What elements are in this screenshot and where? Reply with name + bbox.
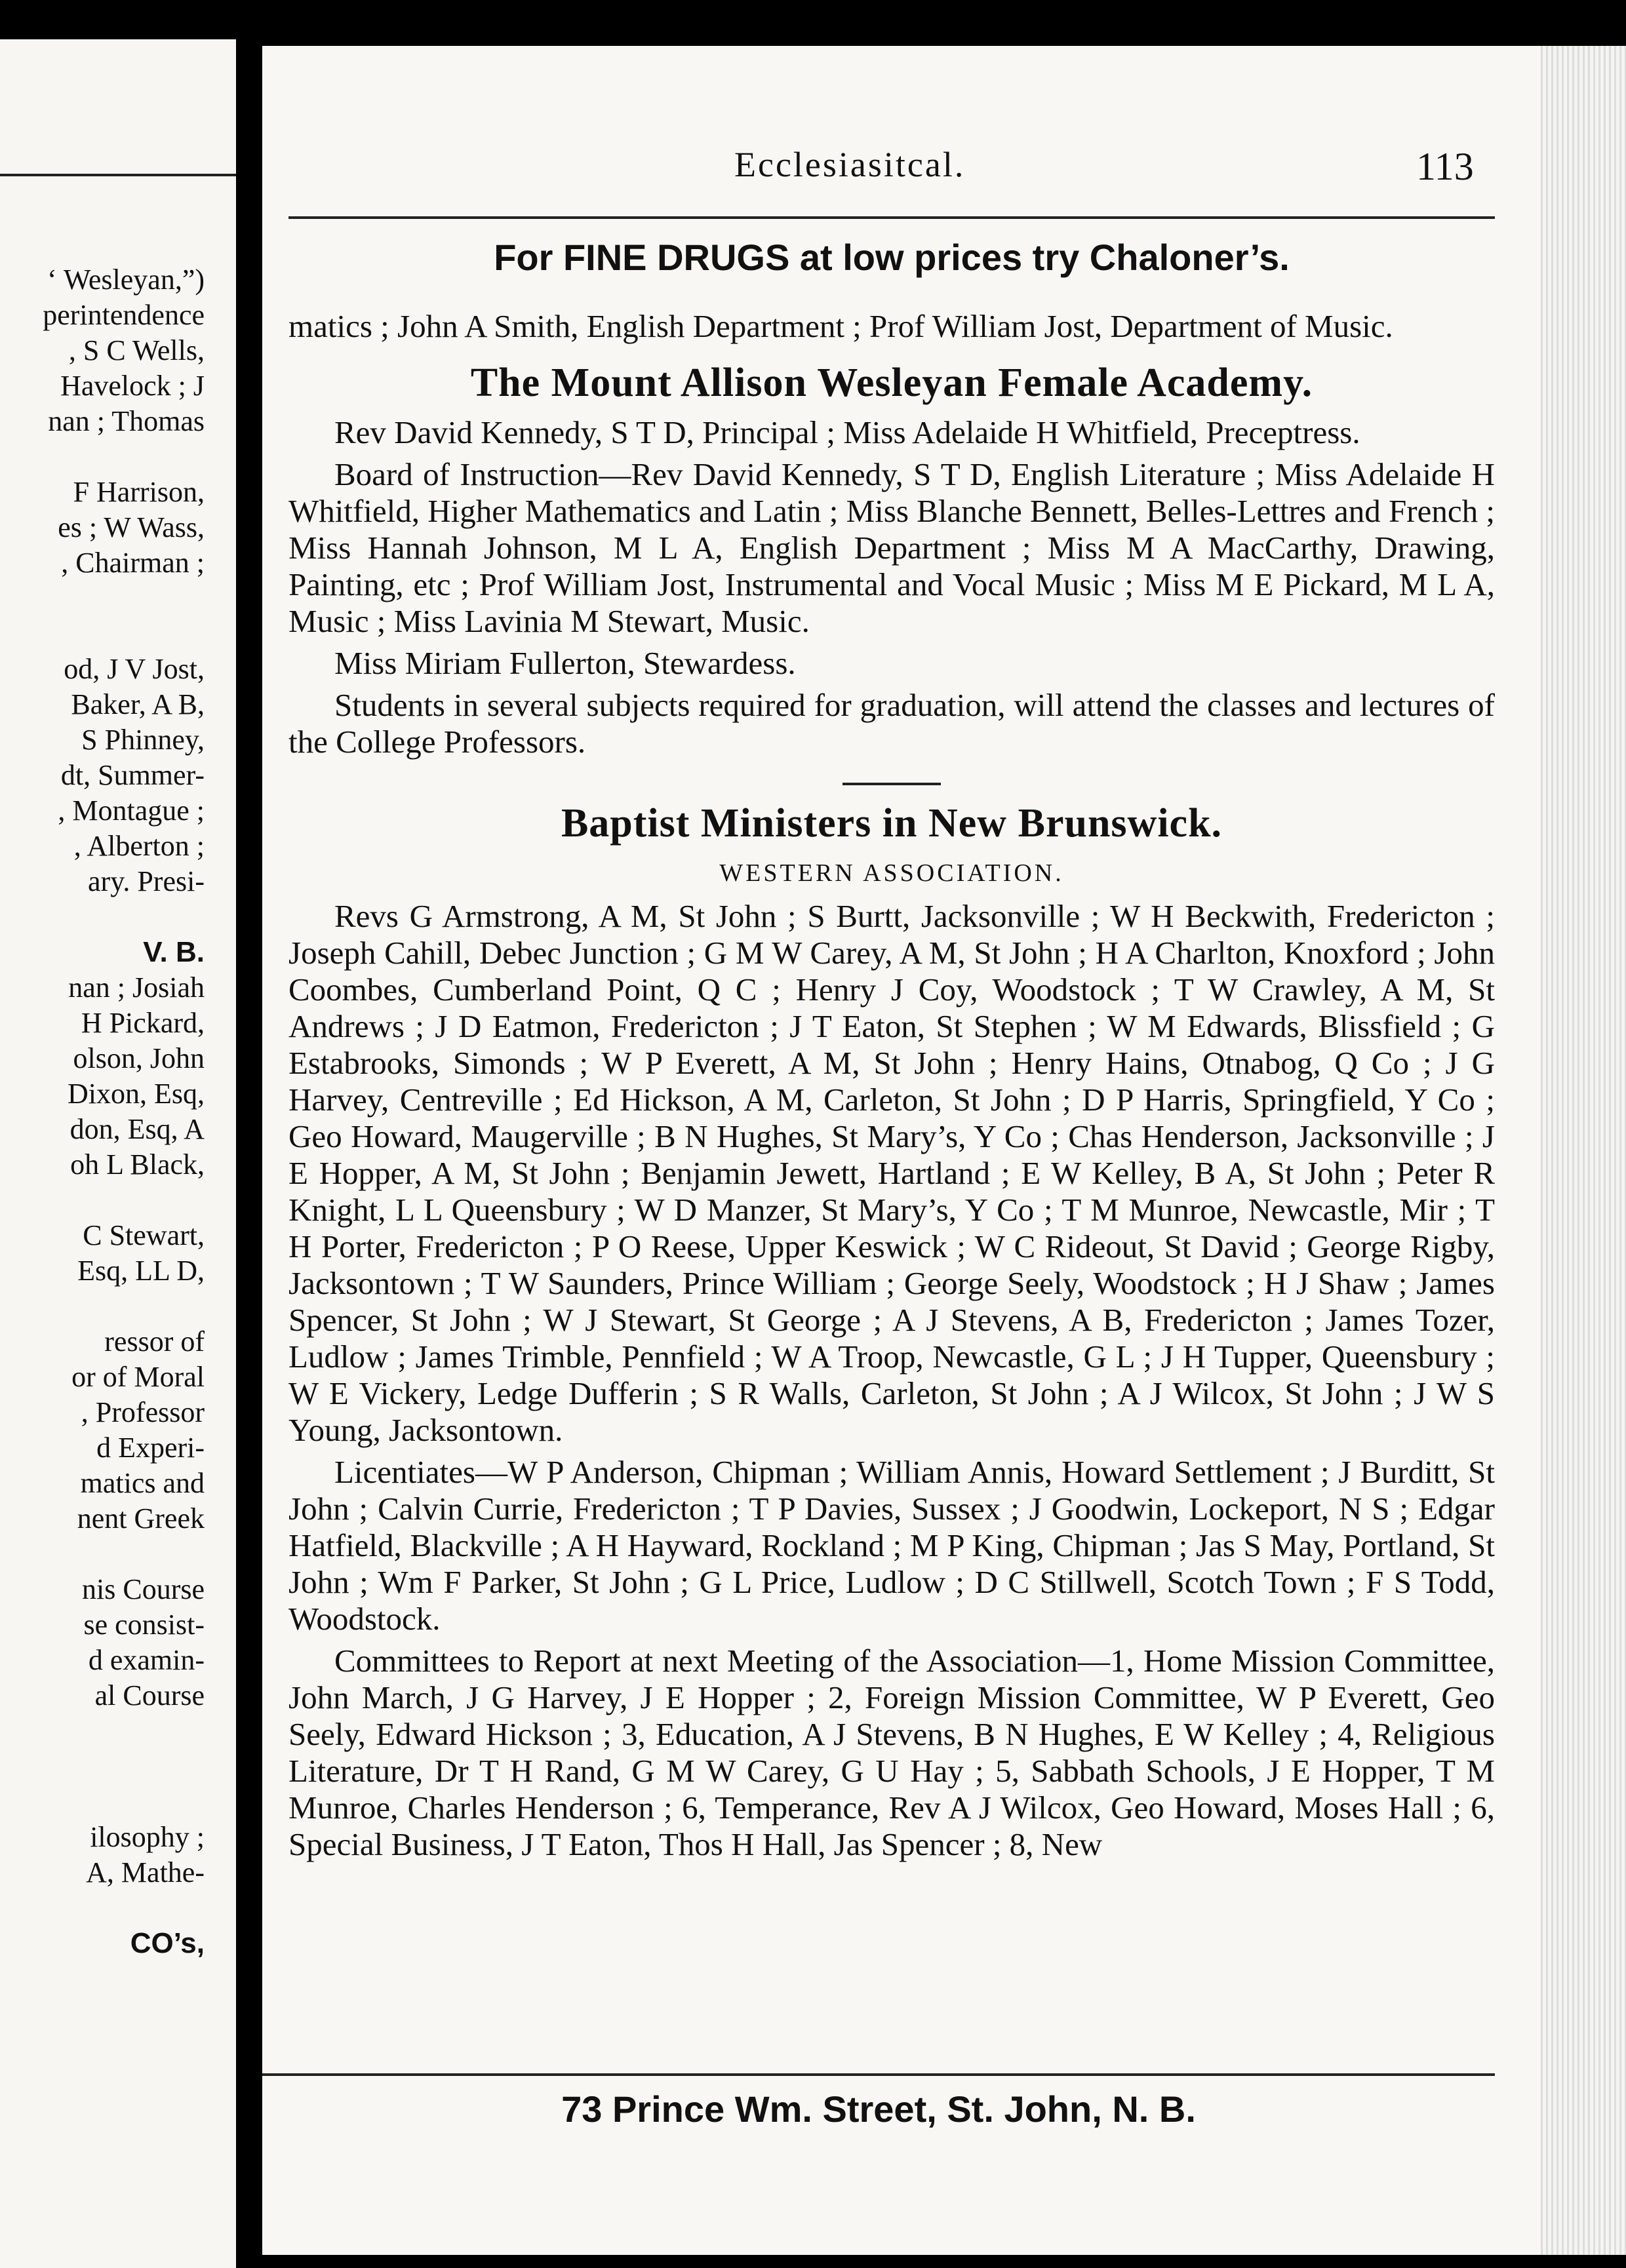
paragraph-principal: Rev David Kennedy, S T D, Principal ; Miss Adelaide H Whitfield, Preceptress. bbox=[334, 414, 1360, 450]
left-page-line: C Stewart, bbox=[83, 1219, 205, 1251]
left-page-line: d Experi- bbox=[96, 1432, 205, 1464]
paragraph-committees: Committees to Report at next Meeting of the Association—1, Home Mission Committee, John March, J G Harvey, J E Hopper ; 2, Foreign Mission Committee, W P Everett, Geo Seely, Edward Hickson ; 3, Education, A J Stevens, B N Hughes, E W Kelley ; 4, Religious Literature, Dr T H Rand, G M W Carey, G U Hay ; 5, Sabbath Schools, J E Hopper, T M Munroe, Charles Henderson ; 6, Temperance, Rev A J Wilcox, Geo Howard, Moses Hall ; 6, Special Business, J T Eaton, Thos H Hall, Jas Spencer ; 8, New bbox=[288, 1643, 1495, 1862]
paragraph-board-of-instruction: Board of Instruction—Rev David Kennedy, S T D, English Literature ; Miss Adelaide H Whitfield, Higher Mathematics and Latin ; Miss Blanche Bennett, Belles-Lettres and French ; Miss Hannah Johnson, M L A, English Department ; Miss M A MacCarthy, Drawing, Painting, etc ; Prof William Jost, Instrumental and Vocal Music ; Miss M E Pickard, M L A, Music ; Miss Lavinia M Stewart, Music. bbox=[288, 456, 1495, 639]
left-page-line: ‘ Wesleyan,”) bbox=[47, 264, 205, 296]
header-rule bbox=[288, 216, 1495, 219]
left-page-line: don, Esq, A bbox=[69, 1113, 205, 1145]
left-page-line: ressor of bbox=[104, 1325, 205, 1358]
left-page-line: oh L Black, bbox=[70, 1148, 205, 1181]
left-page-line: Esq, LL D, bbox=[77, 1255, 205, 1287]
paragraph-ministers-list: Revs G Armstrong, A M, St John ; S Burtt, Jacksonville ; W H Beckwith, Fredericton ; Joseph Cahill, Debec Junction ; G M W Carey, A M, St John ; H A Charlton, Knoxford ; John Coombes, Cumberland Point, Q C ; Henry J Coy, Woodstock ; T W Crawley, A M, St Andrews ; J D Eatmon, Fredericton ; J T Eaton, St Stephen ; W M Edwards, Blissfield ; G Estabrooks, Simonds ; W P Everett, A M, St John ; Henry Hains, Otnabog, Q Co ; J G Harvey, Centreville ; Ed Hickson, A M, Carleton, St John ; D P Harris, Springfield, Y Co ; Geo Howard, Maugerville ; B N Hughes, St Mary’s, Y Co ; Chas Henderson, Jacksonville ; J E Hopper, A M, St John ; Benjamin Jewett, Hartland ; E W Kelley, B A, St John ; Peter R Knight, L L Queensbury ; W D Manzer, St Mary’s, Y Co ; T M Munroe, Newcastle, Mir ; T H Porter, Fredericton ; P O Reese, Upper Keswick ; W C Rideout, St David ; George Rigby, Jacksontown ; T W Saunders, Prince William ; George Seely, Woodstock ; H J Shaw ; James Spencer, St John ; W J Stewart, St George ; A J Stevens, A B, Fredericton ; James Tozer, Ludlow ; James Trimble, Pennfield ; W A Troop, Newcastle, G L ; J H Tupper, Queensbury ; W E Vickery, Ledge Dufferin ; S R Walls, Carleton, St John ; A J Wilcox, St John ; J W S Young, Jacksontown. bbox=[288, 898, 1495, 1448]
section-divider bbox=[843, 783, 941, 785]
page-edge bbox=[1541, 46, 1626, 2255]
footer-advertisement: 73 Prince Wm. Street, St. John, N. B. bbox=[561, 2088, 1196, 2130]
paragraph-continued: matics ; John A Smith, English Department ; Prof William Jost, Department of Music. bbox=[288, 308, 1393, 344]
left-page-line: F Harrison, bbox=[73, 476, 205, 508]
subheading-western-association: WESTERN ASSOCIATION. bbox=[719, 859, 1064, 887]
left-page-line: nan ; Thomas bbox=[48, 405, 205, 437]
left-page-line: S Phinney, bbox=[81, 724, 205, 756]
left-page-line: al Course bbox=[94, 1679, 205, 1711]
book-gutter bbox=[236, 39, 262, 2268]
left-page-line: d examin- bbox=[88, 1644, 205, 1676]
left-page-line: nan ; Josiah bbox=[68, 971, 205, 1004]
heading-baptist-ministers: Baptist Ministers in New Brunswick. bbox=[561, 801, 1223, 846]
left-page-line: od, J V Jost, bbox=[64, 653, 205, 685]
left-page-line: olson, John bbox=[73, 1042, 205, 1074]
left-page-line: , Chairman ; bbox=[61, 547, 205, 579]
left-page-line: dt, Summer- bbox=[60, 759, 205, 791]
top-advertisement: For FINE DRUGS at low prices try Chaloner’s. bbox=[494, 237, 1290, 278]
right-page bbox=[262, 46, 1626, 2255]
page-body bbox=[288, 308, 1495, 1868]
left-page-line: , S C Wells, bbox=[68, 334, 205, 366]
left-page-line: , Alberton ; bbox=[73, 830, 205, 862]
paragraph-students: Students in several subjects required for graduation, will attend the classes and lectures of the College Professors. bbox=[288, 687, 1495, 760]
left-page-fragment bbox=[0, 39, 236, 2268]
page-number: 113 bbox=[1416, 145, 1474, 188]
left-page-line: matics and bbox=[80, 1467, 205, 1499]
left-page-line: Baker, A B, bbox=[71, 688, 205, 720]
heading-female-academy: The Mount Allison Wesleyan Female Academy. bbox=[470, 361, 1313, 405]
left-page-line: , Professor bbox=[81, 1396, 205, 1428]
left-page-line: V. B. bbox=[143, 936, 205, 968]
paragraph-licentiates: Licentiates—W P Anderson, Chipman ; William Annis, Howard Settlement ; J Burditt, St John ; Calvin Currie, Fredericton ; T P Davies, Sussex ; J Goodwin, Lockeport, N S ; Edgar Hatfield, Blackville ; A H Hayward, Rockland ; M P King, Chipman ; Jas S May, Portland, St John ; Wm F Parker, St John ; G L Price, Ludlow ; D C Stillwell, Scotch Town ; F S Todd, Woodstock. bbox=[288, 1454, 1495, 1637]
left-page-line: A, Mathe- bbox=[86, 1856, 205, 1888]
left-page-line: or of Moral bbox=[71, 1361, 205, 1393]
left-page-line: nent Greek bbox=[77, 1502, 205, 1535]
left-page-line: es ; W Wass, bbox=[58, 511, 205, 543]
left-page-line: nis Course bbox=[82, 1573, 205, 1605]
left-page-line: ilosophy ; bbox=[90, 1821, 205, 1853]
left-page-line: se consist- bbox=[83, 1609, 205, 1641]
left-page-line: Dixon, Esq, bbox=[68, 1078, 205, 1110]
left-page-line: CO’s, bbox=[130, 1927, 205, 1959]
left-page-line: , Montague ; bbox=[58, 794, 205, 827]
left-page-line: H Pickard, bbox=[81, 1007, 205, 1039]
footer-rule bbox=[262, 2073, 1495, 2076]
left-page-line: perintendence bbox=[43, 299, 205, 331]
left-page-line: Havelock ; J bbox=[60, 370, 205, 402]
paragraph-stewardess: Miss Miriam Fullerton, Stewardess. bbox=[334, 645, 796, 681]
running-header: Ecclesiasitcal. bbox=[734, 145, 966, 184]
left-page-rule bbox=[0, 174, 236, 176]
left-page-line: ary. Presi- bbox=[88, 865, 205, 897]
